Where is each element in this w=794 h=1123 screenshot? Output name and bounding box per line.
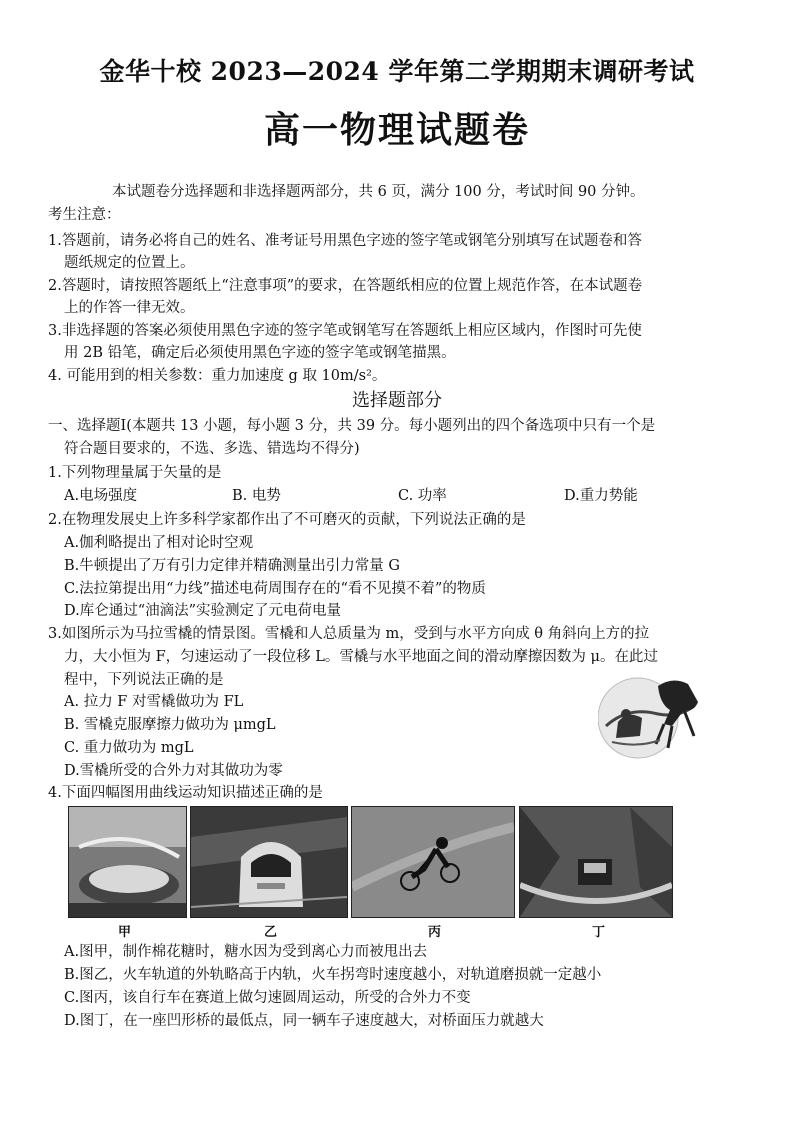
q3-stem-line-3: 程中，下列说法正确的是 (64, 672, 224, 688)
photo-label-jia: 甲 (118, 925, 132, 940)
notice-item-1-line-1: 1.答题前，请务必将自己的姓名、准考证号用黑色字迹的签字笔或钢笔分别填写在试题卷和答 (48, 233, 642, 249)
section-title: 选择题部分 (352, 390, 442, 411)
exam-title: 金华十校 2023—2024 学年第二学期期末调研考试 (99, 57, 695, 86)
notice-item-3-line-1: 3.非选择题的答案必须使用黑色字迹的签字笔或钢笔写在答题纸上相应区域内，作图时可先使 (48, 323, 642, 339)
notice-item-3-line-2: 用 2B 铅笔，确定后必须使用黑色字迹的签字笔或钢笔描黑。 (64, 345, 456, 361)
q1-stem: 1.下列物理量属于矢量的是 (48, 465, 222, 481)
q4-option-a: A.图甲，制作棉花糖时，糖水因为受到离心力而被甩出去 (64, 944, 428, 960)
q2-option-b: B.牛顿提出了万有引力定律并精确测量出引力常量 G (64, 558, 400, 574)
q3-stem-line-2: 力，大小恒为 F，匀速运动了一段位移 L。雪橇与水平地面之间的滑动摩擦因数为 μ。在此过 (64, 649, 658, 665)
horse-sled-figure (598, 666, 716, 764)
intro-text: 本试题卷分选择题和非选择题两部分，共 6 页，满分 100 分，考试时间 90 分钟。 (112, 184, 645, 200)
q1-option-d: D.重力势能 (564, 488, 638, 504)
photo-bing-cyclist (351, 806, 515, 918)
photo-jia-cotton-candy (68, 806, 187, 918)
photo-yi-train (190, 806, 348, 918)
q1-option-a: A.电场强度 (64, 488, 138, 504)
q4-option-b: B.图乙，火车轨道的外轨略高于内轨，火车拐弯时速度越小，对轨道磨损就一定越小 (64, 967, 602, 983)
q3-option-b: B. 雪橇克服摩擦力做功为 μmgL (64, 717, 276, 733)
q2-option-a: A.伽利略提出了相对论时空观 (64, 535, 254, 551)
photo-label-ding: 丁 (592, 925, 606, 940)
part1-heading-line-2: 符合题目要求的，不选、多选、错选均不得分) (64, 441, 360, 457)
q3-option-d: D.雪橇所受的合外力对其做功为零 (64, 763, 283, 779)
notice-item-1-line-2: 题纸规定的位置上。 (64, 255, 195, 271)
notice-item-4: 4. 可能用到的相关参数：重力加速度 g 取 10m/s²。 (48, 368, 387, 384)
q2-option-d: D.库仑通过“油滴法”实验测定了元电荷电量 (64, 603, 342, 619)
q3-option-c: C. 重力做功为 mgL (64, 740, 194, 756)
q1-option-c: C. 功率 (398, 488, 447, 504)
q2-stem: 2.在物理发展史上许多科学家都作出了不可磨灭的贡献，下列说法正确的是 (48, 512, 526, 528)
q4-stem: 4.下面四幅图用曲线运动知识描述正确的是 (48, 785, 323, 801)
q3-stem-line-1: 3.如图所示为马拉雪橇的情景图。雪橇和人总质量为 m，受到与水平方向成 θ 角斜向上方的拉 (48, 626, 650, 642)
paper-title: 高一物理试题卷 (263, 109, 530, 151)
photo-ding-bridge (519, 806, 673, 918)
q1-option-b: B. 电势 (232, 488, 281, 504)
notice-item-2-line-2: 上的作答一律无效。 (64, 300, 195, 316)
q4-option-c: C.图丙，该自行车在赛道上做匀速圆周运动，所受的合外力不变 (64, 990, 471, 1006)
notice-item-2-line-1: 2.答题时，请按照答题纸上“注意事项”的要求，在答题纸相应的位置上规范作答，在本试题卷 (48, 278, 643, 294)
q3-option-a: A. 拉力 F 对雪橇做功为 FL (64, 694, 244, 710)
q2-option-c: C.法拉第提出用“力线”描述电荷周围存在的“看不见摸不着”的物质 (64, 581, 486, 597)
photo-label-bing: 丙 (428, 925, 442, 940)
photo-label-yi: 乙 (264, 925, 278, 940)
part1-heading-line-1: 一、选择题Ⅰ(本题共 13 小题，每小题 3 分，共 39 分。每小题列出的四个备选项中只有一个是 (48, 418, 656, 434)
q4-option-d: D.图丁，在一座凹形桥的最低点，同一辆车子速度越大，对桥面压力就越大 (64, 1013, 544, 1029)
notice-heading: 考生注意： (48, 207, 121, 223)
